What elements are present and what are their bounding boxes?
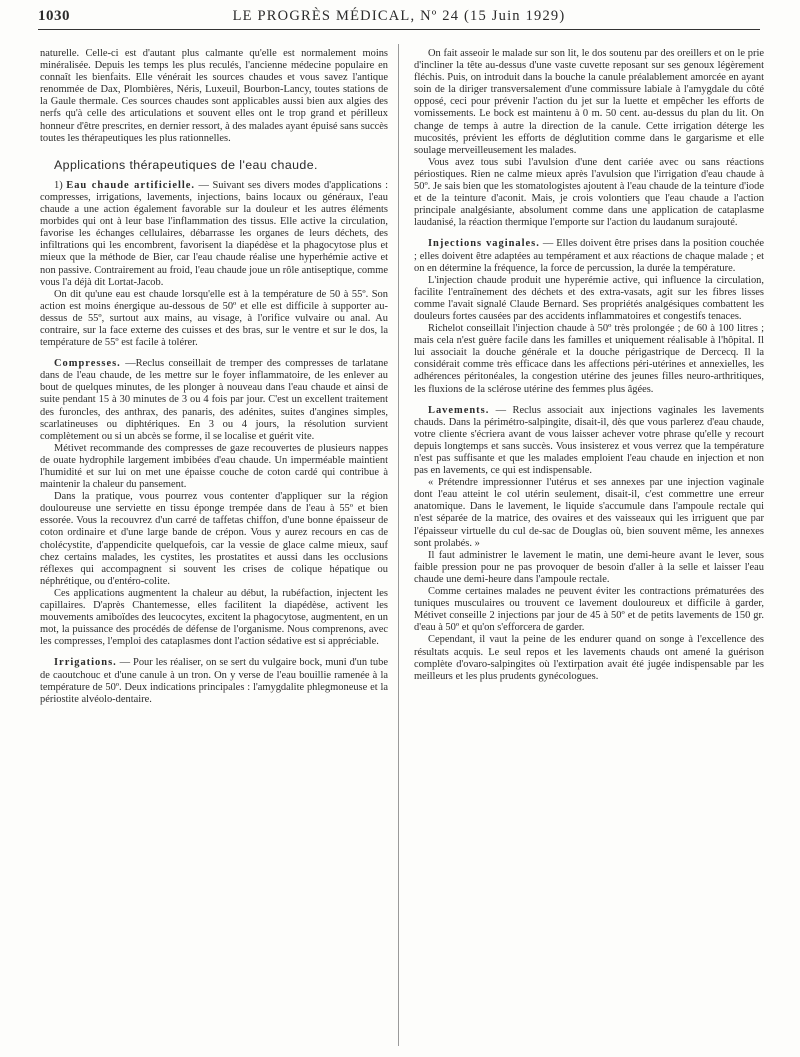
paragraph-text: — Elles doivent être prises dans la position couchée ; elles doivent être adaptées au tempérament et aux réactions de chaque malade ; et on en détermine la fréquence, la force de percussion, la durée la température. [414, 238, 764, 274]
paragraph-administrer: Il faut administrer le lavement le matin, une demi-heure avant le lever, sous faible pression pour ne pas provoquer de besoin d'aller à la selle et laisser l'eau chaude une demi-heure dans l'ampoule rectale. [414, 549, 764, 585]
paragraph-hyperemie: L'injection chaude produit une hyperémie active, qui influence la circulation, facilite l'entraînement des déchets et des extra-vasats, agit sur les fibres lisses comme l'avait signalé Claude Bernard. Ses propriétés analgésiques combattent les douleurs fortes causées par des accidents inflammatoires et congestifs tenaces. [414, 274, 764, 322]
run-in-heading-compresses: Compresses. [54, 358, 121, 370]
section-title: Applications thérapeutiques de l'eau chaude. [54, 157, 318, 172]
paragraph-quote: « Prétendre impressionner l'utérus et ses annexes par une injection vaginale dont l'eau atteint le col utérin seulement, disait-il, c'est commettre une erreur anatomique. Dans le lavement, le liquide s'accumule dans l'ampoule rectale qui n'est séparée de la matrice, des ovaires et des vaisseaux qui les irriguent que par l'épaisseur virtuelle du cul de-sac de Douglas où, bien souvent même, les annexes sont prolabés. » [414, 477, 764, 549]
paragraph-metivet: Métivet recommande des compresses de gaze recouvertes de plusieurs nappes de ouate hydrophile largement imbibées d'eau chaude. Un imperméable maintient l'humidité et sur lui on met une épaisse couche de coton cardé qui contribue à maintenir la chaleur du pansement. [40, 442, 388, 491]
paragraph-eau-chaude-artificielle [40, 180, 388, 289]
paragraph-asseoir: On fait asseoir le malade sur son lit, le dos soutenu par des oreillers et on le prie d'incliner la tête au-dessus d'une vaste cuvette reposant sur ses genoux légèrement fléchis. Puis, on introduit dans la bouche la canule préalablement amorcée en ayant soin de la diriger transversalement d'une commissure labiale à l'amygdale du côté opposé, ceci pour prévenir l'action du jet sur la luette et empêcher les efforts de vomissements. Le bock est maintenu à 0 m. 50 cent. au-dessus du plan du lit. On change de temps à autre la direction de la canule. Cette irrigation déterge les mucosités, prévient les efforts de déglutition comme dans le gargarisme et elle soulage merveilleusement les malades. [414, 48, 764, 156]
paragraph-comme: Comme certaines malades ne peuvent éviter les contractions prématurées des tuniques musculaires ou trouvent ce lavement douloureux et difficile à garder, Métivet conseille 2 injections par jour de 45 à 50º et de petits lavements de 150 gr. d'eau à 50º et qu'on s'efforcera de garder. [414, 586, 764, 634]
header-rule [38, 29, 760, 30]
page-header [38, 8, 760, 30]
paragraph-lavements [414, 405, 764, 478]
paragraph-text: —Reclus conseillait de tremper des compresses de tarlatane dans de l'eau chaude, de les mettre sur le foyer inflammatoire, de les enlever au bout de quelques minutes, de les plonger à nouveau dans l'eau chaude et ainsi de suite pendant 15 à 30 minutes de 3 ou 4 fois par jour. C'est un excellent traitement des furoncles, des anthrax, des panaris, des adénites, suites d'angines simples, scarlatineuses ou diphtériques. En 3 ou 4 jours, la résolution survient complètement ou si un abcès se forme, il se localise et guérit vite. [40, 358, 388, 442]
right-column [414, 48, 764, 683]
paragraph-compresses [40, 358, 388, 443]
paragraph-text: — Pour les réaliser, on se sert du vulgaire bock, muni d'un tube de caoutchouc et d'une canule à un tron. On y verse de l'eau bouillie ramenée à la température de 50º. Deux indications principales : l'amygdalite phlegmoneuse et la périostite alvéolo-dentaire. [40, 657, 388, 705]
paragraph-avulsion: Vous avez tous subi l'avulsion d'une dent cariée avec ou sans réactions périostiques. Rien ne calme mieux après l'avulsion que l'irrigation d'eau chaude à 50º. Je sais bien que les stomatologistes ajoutent à l'eau chaude de la teinture d'iode et de la teinture d'aconit. Mais, je crois volontiers que l'eau chaude a l'action principale analgésiante, absolument comme dans une application de cataplasme laudanisé, la réaction thermique l'emporte sur l'action du laudanum surajouté. [414, 156, 764, 229]
running-title: LE PROGRÈS MÉDICAL, Nº 24 (15 Juin 1929) [232, 8, 566, 24]
run-in-heading-irrigations: Irrigations. [54, 657, 117, 669]
left-column [40, 48, 388, 706]
paragraph-text: — Suivant ses divers modes d'applications : compresses, irrigations, lavements, injections, bains locaux ou généraux, l'eau chaude a une action également favorable sur la douleur et les autres éléments morbides qui ont à leur base l'inflammation des tissus. Elle active la circulation, favorise les échanges cellulaires, débarrasse les organes de leurs déchets, des infiltrations qui les encombrent, favorisent la diapédèse et la phagocytose plus et mieux que la méthode de Bier, car l'eau chaude réalise une hyperhémie active et non passive. Contrairement au froid, l'eau chaude joue un rôle antiseptique, comme vous l'a déjà dit Lortat-Jacob. [40, 179, 388, 288]
paragraph-temperature: On dit qu'une eau est chaude lorsqu'elle est à la température de 50 à 55º. Son action est moins énergique au-dessous de 50º et elle est difficile à supporter au-dessus de 55º, surtout aux mains, au visage, à l'orifice vulvaire ou anal. Au contraire, sur la face externe des cuisses et des bras, sur le ventre et sur le dos, la température de 55º est facile à tolérer. [40, 288, 388, 349]
paragraph-augmentent: Ces applications augmentent la chaleur au début, la rubéfaction, injectent les capillaires. D'après Chantemesse, elles facilitent la diapédèse, activent les mouvements amiboïdes des leucocytes, excitent la phagocytose, augmentent, en un mot, la puissance des procédés de défense de l'organisme. Nous comprenons, avec les compresses, l'emploi des cataplasmes dont l'action sédative est si appréciable. [40, 587, 388, 648]
paragraph-cependant: Cependant, il vaut la peine de les endurer quand on songe à l'excellence des résultats acquis. Le seul repos et les lavements chauds ont amené la guérison complète d'ovaro-salpingites où l'extirpation avait été jugée indispensable par les meilleurs et les plus prudents gynécologues. [414, 634, 764, 682]
column-divider [398, 44, 399, 1046]
paragraph-sources-chaudes: naturelle. Celle-ci est d'autant plus calmante qu'elle est normalement moins minéralisée. Depuis les temps les plus reculés, l'ancienne médecine populaire en connaît les bienfaits. Elle vénérait les sources chaudes et vous savez l'antique renommée de Dax, Plombières, Néris, Luxeuil, Bourbon-Lancy, toutes stations de la Gaule thermale. Ces sources chaudes sont applicables aussi bien aux algies des nerfs qu'à celle des articulations et souvent elles ont le trop grand et périlleux honneur d'être prescrites, en dernier ressort, à des malades ayant épuisé sans succès toutes les thérapeutiques les plus rationnelles. [40, 48, 388, 144]
paragraph-injections [414, 238, 764, 274]
paragraph-richelot: Richelot conseillait l'injection chaude à 50º très prolongée ; de 60 à 100 litres ; mais cela n'est guère facile dans les familles et uniquement réalisable à l'hôpital. Il lui associait la douche générale et la douche périgastrique de Dercecq. Il la considérait comme très efficace dans les affections péri-utérines et annexielles, les adhérences péritonéales, la congestion utérine des jeunes filles neuro-arthritiques, les fluxions de la sclérose utérine des femmes plus âgées. [414, 323, 764, 395]
run-in-heading-eau-chaude: Eau chaude artificielle. [66, 179, 195, 191]
page-number: 1030 [38, 8, 70, 24]
paragraph-pratique: Dans la pratique, vous pourrez vous contenter d'appliquer sur la région douloureuse une serviette en tissu éponge trempée dans de l'eau à 55º et bien essorée. Vous la recouvrez d'un carré de taffetas chiffon, d'une bonne épaisseur de coton ordinaire et d'une large bande de crépon. Vous y aurez recours en cas de cholécystite, d'appendicite quelquefois, car la vessie de glace calme mieux, sauf chez certains malades, les cystites, les prostatites et aussi dans les occlusions réflexes qui accompagnent si souvent les crises de colique hépatique ou néphrétique, ou d'entéro-colite. [40, 491, 388, 587]
run-in-heading-lavements: Lavements. [428, 404, 490, 416]
paragraph-text: — Reclus associait aux injections vaginales les lavements chauds. Dans la périmétro-salpingite, disait-il, dès que vous parlerez d'eau chaude, votre cliente s'écriera avant de vous laisser achever votre phrase qu'elle y recourt depuis longtemps et sans succès. Vous insisterez et vous verrez que la température n'est pas suffisante et que les malades emploient l'eau chaude en injection et non pas en lavements, ce qui est indispensable. [414, 404, 764, 477]
run-in-heading-injections: Injections vaginales. [428, 238, 540, 250]
section-number: 1) [54, 179, 67, 191]
paragraph-irrigations [40, 657, 388, 705]
